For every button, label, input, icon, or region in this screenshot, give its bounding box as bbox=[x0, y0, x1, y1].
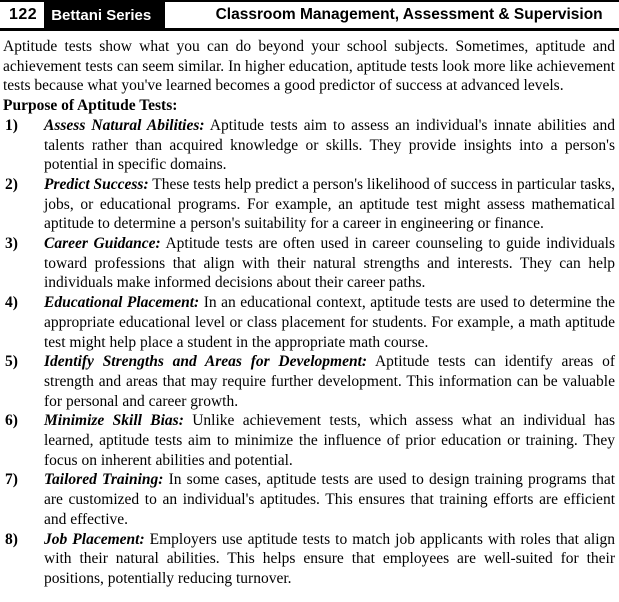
list-item-number: 6) bbox=[5, 412, 18, 430]
list-item-number: 2) bbox=[5, 175, 18, 193]
list-item-body bbox=[44, 293, 615, 352]
purpose-list bbox=[3, 116, 615, 589]
list-item-body bbox=[44, 234, 615, 293]
page-number: 122 bbox=[9, 6, 38, 23]
list-item bbox=[3, 411, 615, 470]
list-item-body bbox=[44, 352, 615, 411]
list-item-text: Aptitude tests aim to assess an individual's innate abilities and talents rather than acquired knowledge or skills. They provide insights into a person's potential in specific domains. bbox=[44, 116, 615, 174]
list-item-number: 4) bbox=[5, 294, 18, 312]
list-item-text: Aptitude tests can identify areas of strength and areas that may require further development. This information can be valuable for personal and career growth. bbox=[44, 353, 615, 410]
intro-paragraph: Aptitude tests show what you can do beyond your school subjects. Sometimes, aptitude and achievement tests can seem similar. In higher education, aptitude tests look more like achievement tests because what you've learned becomes a good predictor of success at advanced levels. bbox=[3, 38, 615, 95]
list-item bbox=[3, 530, 615, 589]
list-item-term: Minimize Skill Bias: bbox=[44, 412, 184, 430]
list-item-body bbox=[44, 175, 615, 234]
list-item-text: Aptitude tests are often used in career counseling to guide individuals toward professions that align with their natural strengths and interests. They can help individuals make informed decisions about their career paths. bbox=[44, 235, 615, 292]
list-item-term: Tailored Training: bbox=[44, 471, 164, 489]
section-heading: Purpose of Aptitude Tests: bbox=[3, 97, 178, 115]
list-item-body bbox=[44, 470, 615, 529]
list-item bbox=[3, 116, 615, 175]
list-item-body bbox=[44, 530, 615, 589]
list-item-text: These tests help predict a person's likelihood of success in particular tasks, jobs, or educational programs. For example, an aptitude test might assess mathematical aptitude to determine a person's suitability for a career in engineering or finance. bbox=[44, 175, 615, 233]
list-item-number: 1) bbox=[5, 116, 18, 134]
list-item-body bbox=[44, 411, 615, 470]
list-item bbox=[3, 470, 615, 529]
list-item-text: Employers use aptitude tests to match job applicants with roles that align with their natural abilities. This helps ensure that employees are well-suited for their positions, potentially reducing turnover. bbox=[44, 530, 615, 587]
list-item bbox=[3, 293, 615, 352]
list-item-term: Identify Strengths and Areas for Development: bbox=[44, 353, 368, 371]
list-item-term: Educational Placement: bbox=[44, 294, 200, 312]
list-item-text: Unlike achievement tests, which assess what an individual has learned, aptitude tests aim to minimize the influence of prior education or training. They focus on inherent abilities and potential. bbox=[44, 412, 615, 469]
list-item-text: In an educational context, aptitude tests are used to determine the appropriate educational level or class placement for students. For example, a math aptitude test might help place a student in the appropriate math course. bbox=[44, 294, 616, 351]
page-header bbox=[0, 0, 619, 31]
list-item bbox=[3, 352, 615, 411]
list-item-number: 3) bbox=[5, 235, 18, 253]
list-item bbox=[3, 175, 615, 234]
list-item bbox=[3, 234, 615, 293]
list-item-term: Assess Natural Abilities: bbox=[44, 116, 205, 134]
list-item-text: In some cases, aptitude tests are used to design training programs that are customized to an individual's aptitudes. This ensures that training efforts are efficient and effective. bbox=[44, 471, 616, 528]
list-item-term: Predict Success: bbox=[44, 175, 149, 193]
list-item-number: 8) bbox=[5, 530, 18, 548]
series-badge: Bettani Series bbox=[44, 2, 165, 28]
list-item-number: 5) bbox=[5, 353, 18, 371]
list-item-term: Job Placement: bbox=[44, 530, 145, 548]
page-content bbox=[0, 31, 619, 589]
list-item-body bbox=[44, 116, 615, 175]
list-item-number: 7) bbox=[5, 471, 18, 489]
page-title: Classroom Management, Assessment & Supervision bbox=[215, 6, 603, 23]
list-item-term: Career Guidance: bbox=[44, 235, 161, 253]
